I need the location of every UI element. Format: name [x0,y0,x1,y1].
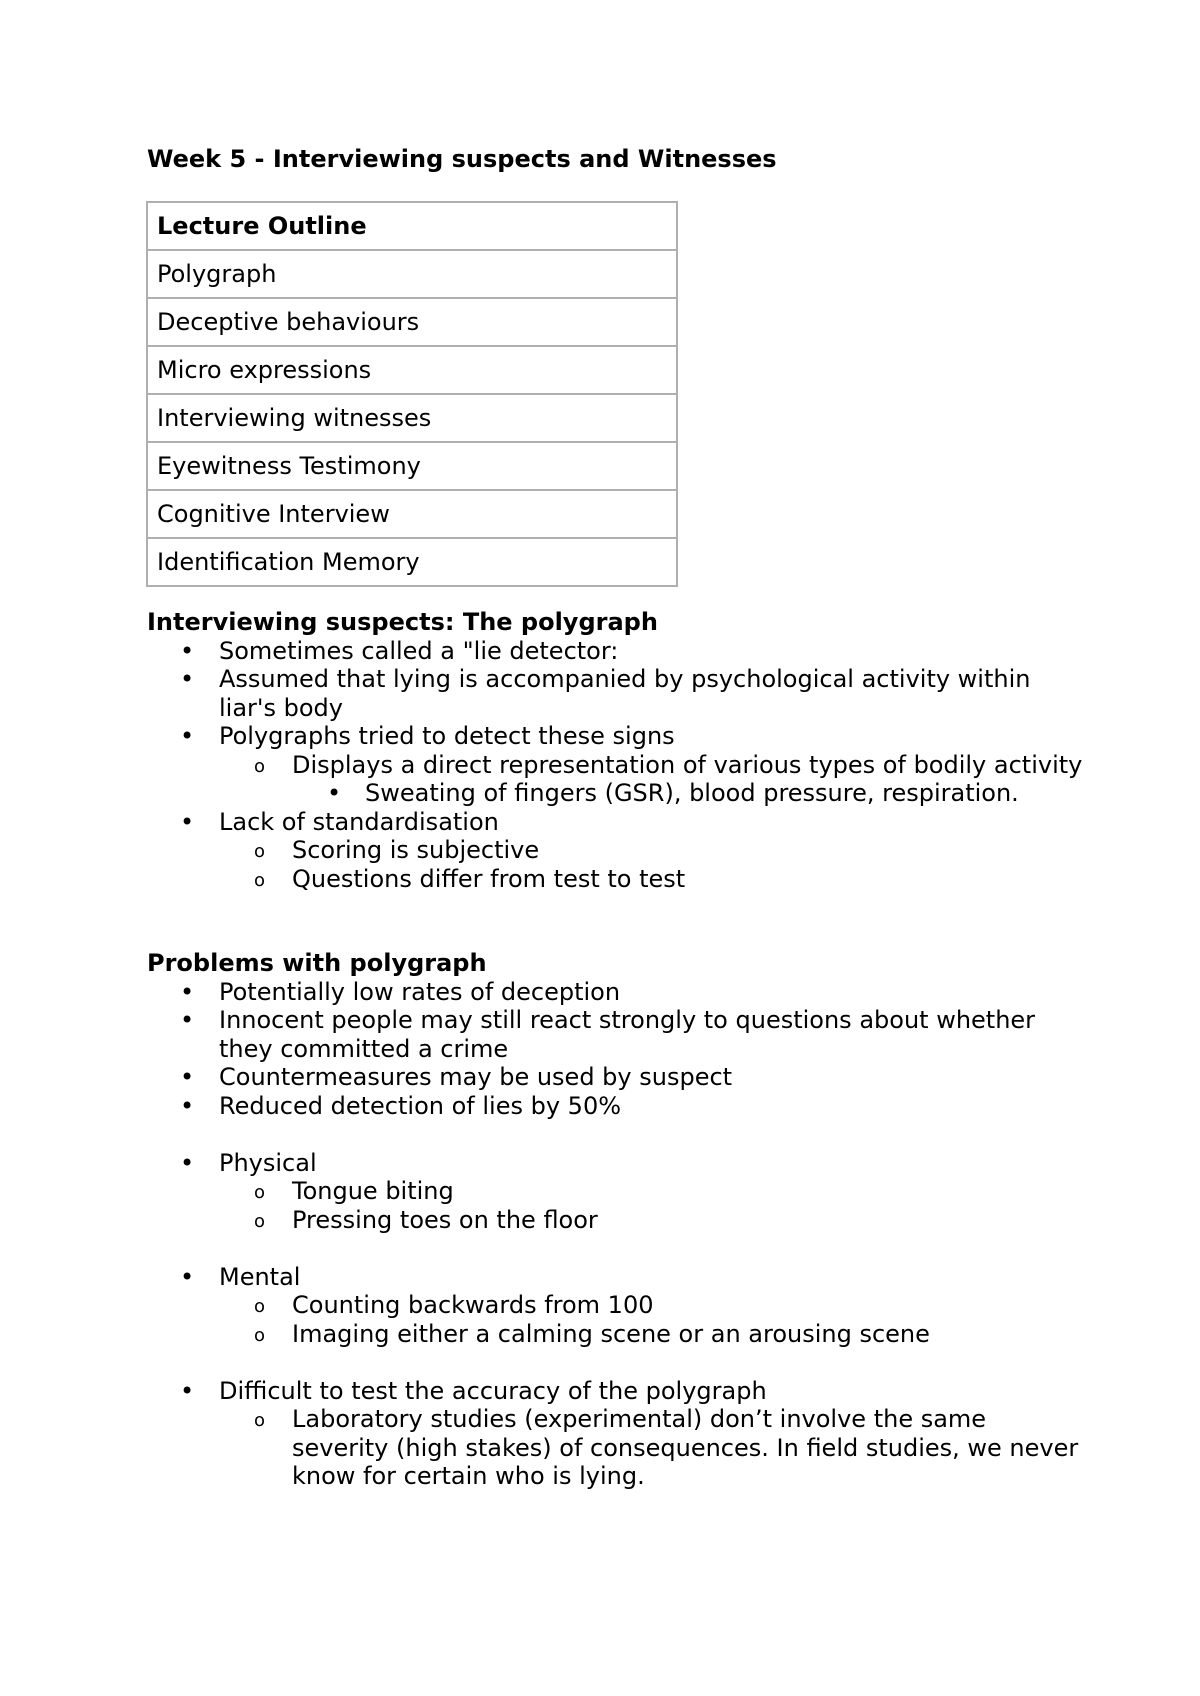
list-item [147,1092,1087,1121]
table-row [147,394,677,442]
list-item [147,1063,1087,1092]
table-row [147,298,677,346]
list-item-text: Tongue biting [292,1177,454,1205]
table-header-cell: Lecture Outline [147,202,677,250]
list-item [147,1291,1087,1320]
section-heading: Problems with polygraph [147,949,487,977]
bullet-disc-icon: • [180,665,195,693]
list-item-text: Innocent people may still react strongly to questions about whether they committed a crime [219,1006,1036,1063]
list-item-text: Questions differ from test to test [292,864,686,893]
section-polygraph [147,608,1087,893]
bullet-circle-icon: o [254,841,266,862]
lecture-outline-table [146,201,678,587]
list-item-text: Polygraphs tried to detect these signs [219,722,675,750]
list-item-text: Sometimes called a "lie detector: [219,636,619,665]
list-item [147,665,1087,722]
bullet-list [147,637,1087,894]
page-title: Week 5 - Interviewing suspects and Witnesses [147,145,777,173]
list-item-text: Physical [219,1148,317,1177]
table-row [147,250,677,298]
bullet-disc-icon: • [180,1091,195,1120]
bullet-list [147,978,1087,1491]
list-item-text: Assumed that lying is accompanied by psychological activity within liar's body [219,665,1031,722]
list-item [147,1177,1087,1206]
list-item-text: Displays a direct representation of various types of bodily activity [292,750,1083,779]
bullet-disc-icon: • [180,977,195,1006]
list-item [147,1206,1087,1235]
bullet-disc-icon: • [180,807,195,836]
table-cell: Interviewing witnesses [147,394,677,442]
list-spacer [147,1234,1087,1263]
list-item [147,751,1087,780]
bullet-circle-icon: o [254,1210,266,1232]
list-item-text: Imaging either a calming scene or an arousing scene [292,1319,930,1348]
list-item [147,779,1087,808]
bullet-disc-icon: • [180,1063,195,1091]
table-row [147,442,677,490]
list-item [147,1405,1087,1491]
list-item-text: Mental [219,1262,301,1291]
list-item-text: Potentially low rates of deception [219,977,621,1006]
table-header-row [147,202,677,250]
bullet-circle-icon: o [254,1182,266,1203]
section-problems [147,949,1087,1491]
table-cell: Identification Memory [147,538,677,586]
list-item-text: Pressing toes on the floor [292,1205,598,1234]
list-item [147,1006,1087,1063]
list-item [147,722,1087,751]
bullet-disc-icon: • [180,1376,195,1405]
bullet-disc-icon: • [180,722,195,750]
list-item [147,836,1087,865]
list-spacer [147,1120,1087,1149]
bullet-circle-icon: o [254,1410,266,1431]
table-row [147,346,677,394]
bullet-disc-icon: • [180,1262,195,1291]
table-cell: Polygraph [147,250,677,298]
list-item [147,1377,1087,1406]
table-row [147,490,677,538]
list-item [147,637,1087,666]
list-item-text: Laboratory studies (experimental) don’t involve the same severity (high stakes) of consequences. In field studies, we never know for certain who is lying. [292,1405,1079,1490]
list-item-text: Scoring is subjective [292,836,540,864]
list-item-text: Reduced detection of lies by 50% [219,1091,622,1120]
bullet-circle-icon: o [254,869,266,891]
bullet-disc-icon: • [180,1148,195,1177]
section-heading: Interviewing suspects: The polygraph [147,608,658,636]
bullet-disc-icon: • [180,1006,195,1034]
list-item-text: Counting backwards from 100 [292,1291,654,1319]
list-spacer [147,1348,1087,1377]
list-item-text: Difficult to test the accuracy of the polygraph [219,1376,767,1405]
bullet-circle-icon: o [254,755,266,777]
table-row [147,538,677,586]
table-cell: Deceptive behaviours [147,298,677,346]
bullet-circle-icon: o [254,1296,266,1317]
list-item [147,1263,1087,1292]
list-item [147,808,1087,837]
list-item-text: Lack of standardisation [219,807,499,836]
bullet-circle-icon: o [254,1324,266,1346]
table-cell: Cognitive Interview [147,490,677,538]
list-item [147,865,1087,894]
list-item [147,978,1087,1007]
list-item [147,1320,1087,1349]
list-item-text: Countermeasures may be used by suspect [219,1063,733,1091]
table-cell: Micro expressions [147,346,677,394]
bullet-disc-icon: • [327,779,342,807]
table-cell: Eyewitness Testimony [147,442,677,490]
bullet-disc-icon: • [180,636,195,665]
list-item-text: Sweating of fingers (GSR), blood pressure, respiration. [365,779,1019,807]
list-item [147,1149,1087,1178]
